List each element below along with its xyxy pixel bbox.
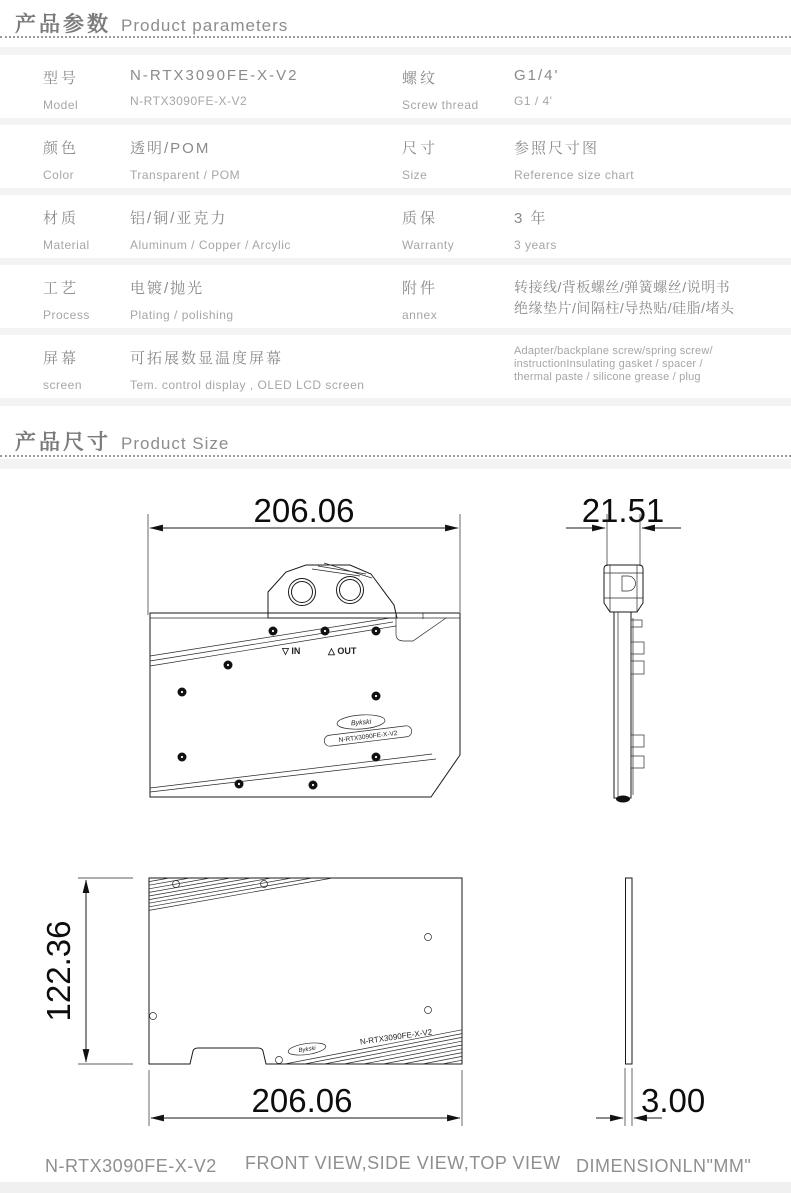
parameters-table	[0, 47, 791, 406]
param-value: G1/4'	[514, 67, 560, 84]
parameters-section-header	[15, 8, 288, 38]
param-value-sub: N-RTX3090FE-X-V2	[130, 94, 248, 108]
param-value: 透明/POM	[130, 140, 211, 157]
annex-en-line: instructionInsulating gasket / spacer /	[514, 358, 703, 370]
size-section-header	[15, 426, 229, 456]
param-value-material	[130, 207, 402, 258]
table-row	[0, 335, 791, 398]
param-label-annex	[402, 277, 514, 328]
param-value-warranty	[514, 207, 791, 258]
param-value-screw-thread	[514, 67, 791, 118]
param-value: 可拓展数显温度屏幕	[130, 350, 284, 367]
side-width-dimension: 21.51	[581, 492, 665, 529]
svg-text:N-RTX3090FE-X-V2: N-RTX3090FE-X-V2	[359, 1027, 433, 1047]
param-label-warranty	[402, 207, 514, 258]
param-value-model	[130, 67, 402, 118]
svg-text:Bykski: Bykski	[298, 1045, 317, 1055]
svg-text:N-RTX3090FE-X-V2: N-RTX3090FE-X-V2	[338, 729, 398, 745]
param-value-process	[130, 277, 402, 328]
param-label-en: Warranty	[402, 238, 455, 252]
svg-text:Bykski: Bykski	[350, 718, 372, 728]
strip-thickness-dimension: 3.00	[641, 1082, 706, 1119]
param-label-material	[43, 207, 130, 258]
param-value-annex-en	[514, 347, 791, 398]
param-value-sub: Plating / polishing	[130, 308, 234, 322]
param-value: N-RTX3090FE-X-V2	[130, 67, 299, 84]
param-label-zh: 螺纹	[402, 70, 439, 87]
dimension-extension-lines	[148, 514, 460, 615]
param-label-en: Size	[402, 168, 428, 182]
param-value-size	[514, 137, 791, 188]
size-title-en: Product Size	[121, 434, 230, 453]
size-title-zh: 产品尺寸	[15, 431, 111, 454]
param-value-color	[130, 137, 402, 188]
header-dotted-divider	[0, 36, 791, 38]
size-header-band	[0, 459, 791, 469]
bykski-logo	[287, 1041, 326, 1057]
bykski-logo	[337, 713, 386, 730]
annex-en-line: Adapter/backplane screw/spring screw/	[514, 345, 713, 357]
side-view	[566, 492, 681, 803]
param-label-zh: 屏幕	[43, 350, 80, 367]
top-view-backplate	[40, 878, 462, 1126]
bottom-gray-band	[0, 1182, 791, 1193]
param-label-zh: 尺寸	[402, 140, 439, 157]
water-block-body	[150, 613, 460, 797]
annex-en-line: thermal paste / silicone grease / plug	[514, 371, 701, 383]
table-row	[0, 55, 791, 118]
param-value-sub: Reference size chart	[514, 168, 635, 182]
param-label-process	[43, 277, 130, 328]
table-row	[0, 195, 791, 258]
param-label-zh: 附件	[402, 280, 439, 297]
chamfer-hatch-top-left	[149, 878, 333, 910]
param-label-zh: 型号	[43, 70, 80, 87]
footer-model-number: N-RTX3090FE-X-V2	[45, 1156, 217, 1176]
table-row	[0, 265, 791, 328]
param-value-annex-zh	[514, 277, 791, 328]
param-label-screen	[43, 347, 130, 398]
parameters-title-en: Product parameters	[121, 16, 289, 35]
param-value: 铝/铜/亚克力	[130, 210, 228, 227]
flow-in-marker: ▽ IN	[282, 646, 301, 656]
backplate-edge-view	[596, 878, 705, 1126]
param-value-sub: 3 years	[514, 238, 557, 252]
param-value: 3 年	[514, 210, 548, 227]
param-value-screen	[130, 347, 402, 398]
param-label-en: Process	[43, 308, 90, 322]
param-label-color	[43, 137, 130, 188]
param-label-en: Model	[43, 98, 79, 112]
param-value: 绝缘垫片/间隔柱/导热贴/硅脂/堵头	[514, 300, 735, 316]
technical-drawing	[0, 470, 791, 1153]
table-row	[0, 125, 791, 188]
param-value-sub: Aluminum / Copper / Arcylic	[130, 238, 291, 252]
terminal-block	[268, 563, 397, 618]
size-dotted-divider	[0, 455, 791, 457]
param-label-en: Color	[43, 168, 75, 182]
drawing-footer	[0, 1153, 791, 1182]
param-label-en: Screw thread	[402, 98, 479, 112]
parameters-title-zh: 产品参数	[15, 13, 111, 36]
param-value-sub: G1 / 4'	[514, 94, 553, 108]
param-label-zh: 材质	[43, 210, 80, 227]
param-label-zh: 颜色	[43, 140, 80, 157]
param-label-model	[43, 67, 130, 118]
param-label-zh: 质保	[402, 210, 439, 227]
flow-out-marker: △ OUT	[328, 646, 357, 656]
footer-view-labels: FRONT VIEW,SIDE VIEW,TOP VIEW	[245, 1153, 561, 1173]
footer-dimension-unit: DIMENSIONLN"MM"	[576, 1156, 752, 1176]
dimension-extension-lines	[625, 1068, 632, 1126]
side-profile	[604, 565, 644, 803]
param-value: 电镀/抛光	[130, 280, 205, 297]
strip-outline	[626, 878, 633, 1064]
param-label-screw-thread	[402, 67, 514, 118]
backplate-height-dimension: 122.36	[40, 920, 77, 1022]
param-label-en: Material	[43, 238, 90, 252]
front-view	[148, 492, 460, 797]
param-label-empty	[402, 347, 514, 398]
front-width-dimension: 206.06	[253, 492, 355, 529]
param-value: 转接线/背板螺丝/弹簧螺丝/说明书	[514, 279, 731, 295]
param-label-zh: 工艺	[43, 280, 80, 297]
backplate-width-dimension: 206.06	[251, 1082, 353, 1119]
param-value: 参照尺寸图	[514, 140, 600, 157]
param-value-sub: Tem. control display , OLED LCD screen	[130, 378, 365, 392]
param-label-size	[402, 137, 514, 188]
param-value-sub: Transparent / POM	[130, 168, 241, 182]
model-engraving	[359, 1027, 433, 1046]
param-label-en: annex	[402, 308, 438, 322]
param-label-en: screen	[43, 378, 83, 392]
